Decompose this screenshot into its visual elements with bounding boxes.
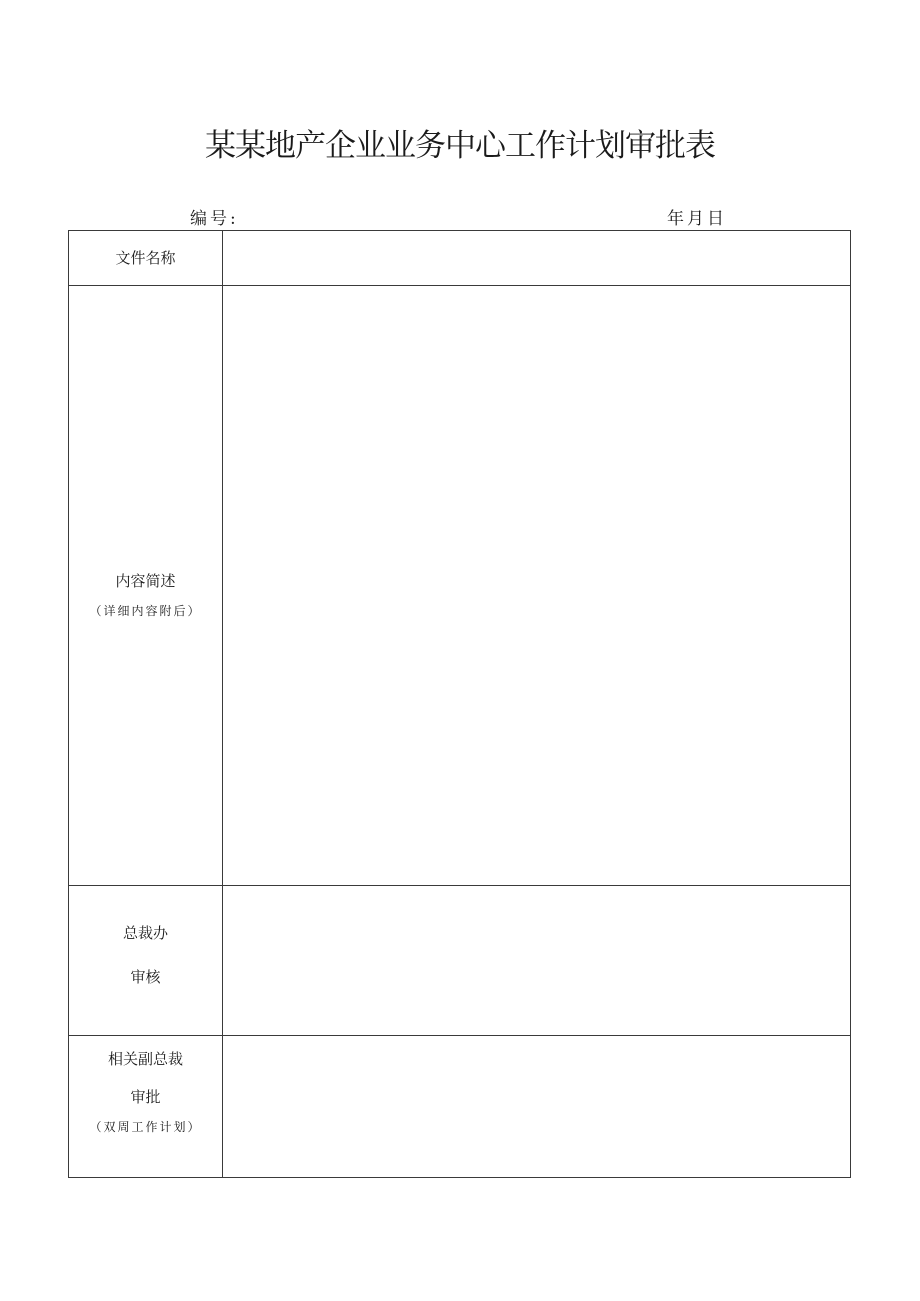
file-name-label-cell — [69, 231, 223, 286]
page-title: 某某地产企业业务中心工作计划审批表 — [205, 128, 715, 164]
content-summary-label-cell — [69, 286, 223, 886]
president-office-label-cell — [69, 886, 223, 1036]
review-label: 审核 — [130, 967, 161, 986]
file-name-label: 文件名称 — [115, 249, 176, 267]
president-office-label: 总裁办 — [122, 923, 168, 942]
president-office-review-field[interactable] — [223, 886, 851, 1036]
vice-president-label-cell — [69, 1036, 223, 1178]
table-row — [69, 231, 851, 286]
vice-president-label: 相关副总裁 — [107, 1050, 183, 1068]
table-row — [69, 886, 851, 1036]
file-name-field[interactable] — [223, 231, 851, 286]
biweekly-plan-note: （双周工作计划） — [89, 1120, 202, 1134]
content-summary-field[interactable] — [223, 286, 851, 886]
vice-president-approval-field[interactable] — [223, 1036, 851, 1178]
approval-label: 审批 — [130, 1088, 161, 1106]
content-summary-note: （详细内容附后） — [89, 604, 202, 618]
document-number-label: 编号: — [190, 209, 239, 229]
date-label: 年月日 — [667, 209, 727, 229]
content-summary-label: 内容简述 — [115, 572, 176, 590]
table-row — [69, 1036, 851, 1178]
table-row — [69, 286, 851, 886]
approval-form-table — [68, 230, 851, 1178]
